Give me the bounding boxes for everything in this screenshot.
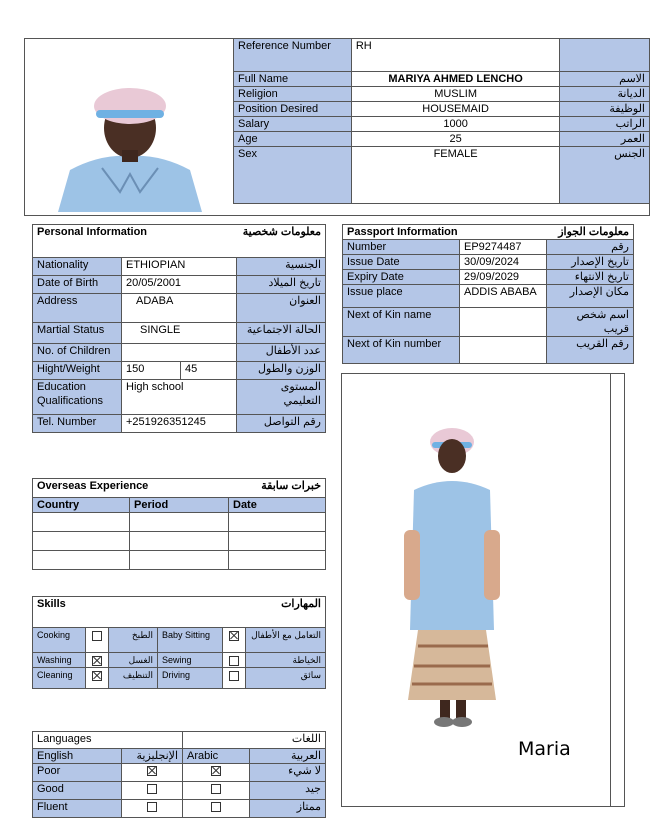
marital-ar: الحالة الاجتماعية	[237, 323, 326, 344]
address-label: Address	[33, 294, 122, 323]
passport-title: Passport Information	[347, 226, 458, 238]
age-ar: العمر	[560, 132, 650, 147]
passport-info-table	[342, 224, 634, 364]
skill-washing-checkbox[interactable]	[92, 656, 102, 666]
dob-ar: تاريخ الميلاد	[237, 276, 326, 294]
issue-date-label: Issue Date	[343, 255, 460, 270]
col-date: Date	[229, 498, 326, 513]
religion-value: MUSLIM	[351, 87, 560, 102]
col-country: Country	[33, 498, 130, 513]
skill-babysitting-label: Baby Sitting	[158, 628, 223, 653]
age-value: 25	[351, 132, 560, 147]
fullname-label: Full Name	[234, 72, 352, 87]
reference-ar	[560, 39, 650, 72]
passport-number-value: EP9274487	[460, 240, 547, 255]
expiry-date-ar: تاريخ الانتهاء	[547, 270, 634, 285]
col-period: Period	[130, 498, 229, 513]
overseas-cell	[33, 513, 130, 532]
skill-washing-cell	[86, 653, 109, 668]
reference-value: RH	[351, 39, 560, 72]
skill-sewing-label: Sewing	[158, 653, 223, 668]
overseas-title-ar: خبرات سابقة	[261, 480, 321, 492]
issue-date-ar: تاريخ الإصدار	[547, 255, 634, 270]
hw-label: Hight/Weight	[33, 362, 122, 380]
position-ar: الوظيفة	[560, 102, 650, 117]
passport-number-ar: رقم	[547, 240, 634, 255]
personal-title-ar: معلومات شخصية	[242, 226, 321, 238]
kin-number-label: Next of Kin number	[343, 337, 460, 364]
skill-sewing-ar: الخياطة	[246, 653, 326, 668]
skill-cooking-cell	[86, 628, 109, 653]
overseas-cell	[229, 532, 326, 551]
religion-ar: الديانة	[560, 87, 650, 102]
age-label: Age	[234, 132, 352, 147]
children-label: No. of Children	[33, 344, 122, 362]
languages-title-ar: اللغات	[183, 732, 326, 749]
full-body-photo	[404, 420, 500, 734]
skill-babysitting-cell	[223, 628, 246, 653]
skill-sewing-checkbox[interactable]	[229, 656, 239, 666]
edu-value: High school	[122, 380, 237, 415]
nationality-value: ETHIOPIAN	[122, 258, 237, 276]
full-photo-frame-line	[610, 373, 611, 807]
passport-title-ar: معلومات الجواز	[558, 226, 629, 238]
expiry-date-value: 29/09/2029	[460, 270, 547, 285]
level-poor-ar: لا شيء	[250, 764, 326, 782]
good-english-cell	[122, 782, 183, 800]
address-ar: العنوان	[237, 294, 326, 323]
dob-label: Date of Birth	[33, 276, 122, 294]
skill-sewing-cell	[223, 653, 246, 668]
skills-table	[32, 596, 326, 689]
skill-washing-label: Washing	[33, 653, 86, 668]
personal-info-table	[32, 224, 326, 433]
issue-place-label: Issue place	[343, 285, 460, 308]
sex-label: Sex	[234, 147, 352, 204]
skill-driving-ar: سائق	[246, 668, 326, 689]
skill-cooking-label: Cooking	[33, 628, 86, 653]
header-table	[233, 38, 650, 204]
kin-number-ar: رقم القريب	[547, 337, 634, 364]
good-english-checkbox[interactable]	[147, 784, 157, 794]
level-good-label: Good	[33, 782, 122, 800]
good-arabic-checkbox[interactable]	[211, 784, 221, 794]
salary-label: Salary	[234, 117, 352, 132]
poor-english-cell	[122, 764, 183, 782]
fluent-arabic-cell	[183, 800, 250, 818]
skill-cleaning-cell	[86, 668, 109, 689]
expiry-date-label: Expiry Date	[343, 270, 460, 285]
fluent-english-cell	[122, 800, 183, 818]
address-value: ADABA	[122, 294, 237, 323]
overseas-cell	[33, 551, 130, 570]
edu-ar: المستوى التعليمي	[237, 380, 326, 415]
fullname-ar: الاسم	[560, 72, 650, 87]
kin-name-ar: اسم شخص قريب	[547, 308, 634, 337]
kin-name-value	[460, 308, 547, 337]
skill-driving-label: Driving	[158, 668, 223, 689]
overseas-cell	[130, 551, 229, 570]
level-good-ar: جيد	[250, 782, 326, 800]
languages-table	[32, 731, 326, 818]
sex-ar: الجنس	[560, 147, 650, 204]
skill-cleaning-checkbox[interactable]	[92, 671, 102, 681]
fluent-english-checkbox[interactable]	[147, 802, 157, 812]
tel-ar: رقم التواصل	[237, 415, 326, 433]
lang-english-ar: الإنجليزية	[122, 749, 183, 764]
skill-washing-ar: الغسل	[109, 653, 158, 668]
overseas-cell	[229, 513, 326, 532]
children-ar: عدد الأطفال	[237, 344, 326, 362]
overseas-title: Overseas Experience	[37, 480, 149, 492]
reference-label: Reference Number	[234, 39, 352, 72]
languages-title: Languages	[33, 732, 183, 749]
poor-arabic-cell	[183, 764, 250, 782]
nationality-label: Nationality	[33, 258, 122, 276]
overseas-cell	[33, 532, 130, 551]
overseas-cell	[229, 551, 326, 570]
salary-value: 1000	[351, 117, 560, 132]
skill-driving-checkbox[interactable]	[229, 671, 239, 681]
lang-arabic-ar: العربية	[250, 749, 326, 764]
nationality-ar: الجنسية	[237, 258, 326, 276]
sex-value: FEMALE	[351, 147, 560, 204]
issue-place-ar: مكان الإصدار	[547, 285, 634, 308]
hw-ar: الوزن والطول	[237, 362, 326, 380]
level-fluent-ar: ممتاز	[250, 800, 326, 818]
weight-value: 45	[181, 362, 237, 380]
position-value: HOUSEMAID	[351, 102, 560, 117]
tel-value: +251926351245	[122, 415, 237, 433]
skill-cooking-ar: الطبخ	[109, 628, 158, 653]
kin-number-value	[460, 337, 547, 364]
marital-value: SINGLE	[122, 323, 237, 344]
religion-label: Religion	[234, 87, 352, 102]
portrait-photo	[40, 84, 220, 212]
overseas-cell	[130, 532, 229, 551]
level-poor-label: Poor	[33, 764, 122, 782]
good-arabic-cell	[183, 782, 250, 800]
photo-caption: Maria	[518, 738, 571, 760]
lang-english-label: English	[33, 749, 122, 764]
poor-arabic-checkbox[interactable]	[211, 766, 221, 776]
skill-driving-cell	[223, 668, 246, 689]
marital-label: Martial Status	[33, 323, 122, 344]
overseas-table	[32, 478, 326, 570]
poor-english-checkbox[interactable]	[147, 766, 157, 776]
fluent-arabic-checkbox[interactable]	[211, 802, 221, 812]
salary-ar: الراتب	[560, 117, 650, 132]
level-fluent-label: Fluent	[33, 800, 122, 818]
overseas-cell	[130, 513, 229, 532]
position-label: Position Desired	[234, 102, 352, 117]
issue-date-value: 30/09/2024	[460, 255, 547, 270]
tel-label: Tel. Number	[33, 415, 122, 433]
skill-babysitting-checkbox[interactable]	[229, 631, 239, 641]
edu-label: Education Qualifications	[33, 380, 122, 415]
skills-title: Skills	[37, 598, 66, 610]
dob-value: 20/05/2001	[122, 276, 237, 294]
height-value: 150	[122, 362, 181, 380]
skill-babysitting-ar: التعامل مع الأطفال	[246, 628, 326, 653]
kin-name-label: Next of Kin name	[343, 308, 460, 337]
fullname-value: MARIYA AHMED LENCHO	[351, 72, 560, 87]
issue-place-value: ADDIS ABABA	[460, 285, 547, 308]
skill-cooking-checkbox[interactable]	[92, 631, 102, 641]
skill-cleaning-label: Cleaning	[33, 668, 86, 689]
personal-title: Personal Information	[37, 226, 148, 238]
children-value	[122, 344, 237, 362]
passport-number-label: Number	[343, 240, 460, 255]
lang-arabic-label: Arabic	[183, 749, 250, 764]
skills-title-ar: المهارات	[281, 598, 321, 610]
skill-cleaning-ar: التنظيف	[109, 668, 158, 689]
